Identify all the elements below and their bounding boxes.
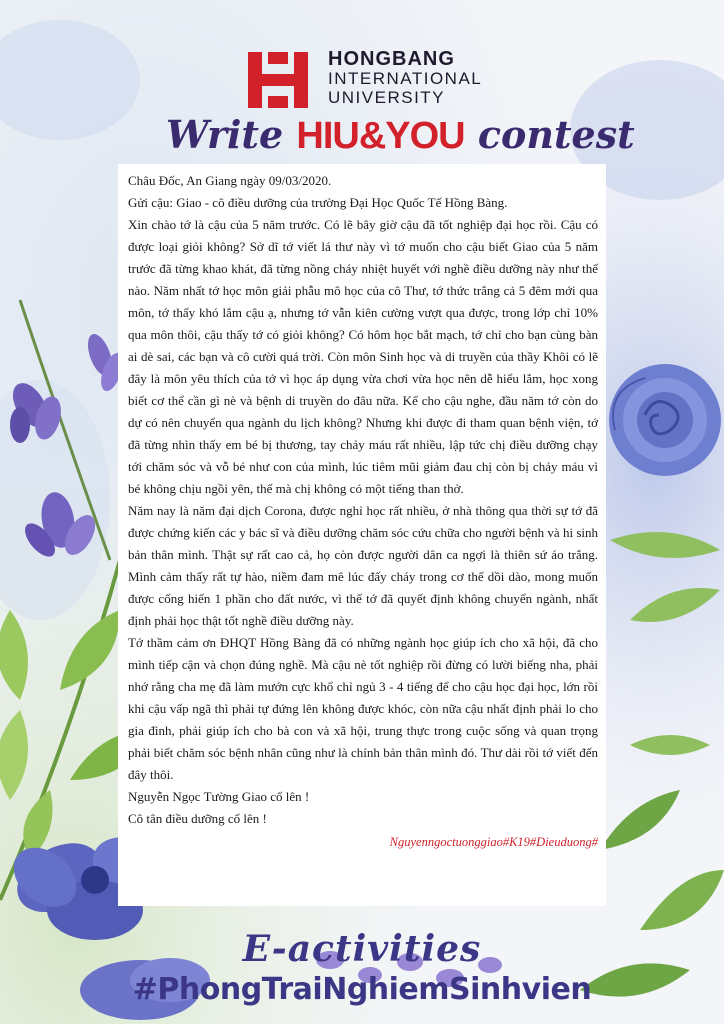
letter-place-date: Châu Đốc, An Giang ngày 09/03/2020. [128, 173, 332, 188]
letter-paragraph: Năm nay là năm đại dịch Corona, được nghỉ học rất nhiều, ở nhà thông qua thời sự tớ đã được chứng kiến các y bác sĩ và điều dưỡng chăm sóc cứu chữa cho người bệnh và hi sinh bản thân mình. Thật sự rất cao cả, họ còn được người dân ca ngợi là thiên sứ áo trắng. Mình cảm thấy rất tự hào, niềm đam mê lúc đấy cháy trong cơ thể dồi dào, mong muốn được cống hiến 1 phần cho đất nước, vì thế tớ đã quyết định không chuyển ngành, nhất định phải học thật tốt nghề điều dưỡng này. [128, 503, 598, 628]
contest-title [166, 112, 635, 158]
letter-signature: Nguyenngoctuonggiao#K19#Dieuduong# [389, 835, 598, 849]
blue-rose-icon [609, 364, 721, 476]
letter-closing: Nguyễn Ngọc Tường Giao cố lên ! [128, 789, 310, 804]
logo-line-1: HONGBANG [328, 48, 455, 70]
hiu-logo-icon [246, 50, 310, 110]
footer-hashtag: #PhongTraiNghiemSinhvien [132, 972, 592, 1007]
header [0, 0, 724, 170]
footer-title: E-activities [242, 928, 482, 970]
letter-body [128, 170, 598, 853]
logo-line-3: UNIVERSITY [328, 88, 446, 107]
university-name [328, 50, 482, 107]
letter-paragraph: Tớ thầm cảm ơn ĐHQT Hồng Bàng đã có những ngành học giúp ích cho xã hội, đã cho mình tiếp cận và chọn đúng nghề. Mà cậu nè tốt nghiệp rồi đừng có lười biếng nha, phải nhớ rằng cha mẹ đã làm mướn cực khổ chỉ ngủ 3 - 4 tiếng để cho cậu học đại học, lớn rồi khi cậu vấp ngã thì phải tự đứng lên không được khóc, còn nữa cậu nhất định phải lo cho gia đình, phải giúp ích cho bà con và xã hội, trung thực trong cuộc sống và quan trọng phải biết chăm sóc bệnh nhân cũng như là chính bản thân mình đó. Thư dài rồi tớ viết đến đây thôi. [128, 635, 598, 782]
letter-paragraph: Xin chào tớ là cậu của 5 năm trước. Có lẽ bây giờ cậu đã tốt nghiệp đại học rồi. Cậu có được loại giỏi không? Sở dĩ tớ viết lá thư này vì tớ muốn cho cậu biết Giao của 5 năm trước đã từng khao khát, đã từng nồng cháy nhiệt huyết với nghề điều dưỡng này như thế nào. Năm nhất tớ học môn giải phẫu mô học của cô Thư, tớ thức trắng cả 5 đêm mới qua môn, tớ thấy khó lắm cậu ạ, nhưng tớ vẫn kiên cường vượt qua được, trong lớp chỉ 10% qua môn thôi, cậu thấy tớ có giỏi không? Có hôm học bắt mạch, tớ chỉ cho bạn cùng bàn ai dè sai, các bạn và cô cười quá trời. Còn môn Sinh học và di truyền của thầy Khôi có lẽ đây là môn yêu thích của tớ vì học áp dụng vừa chơi vừa học nên dễ hiểu lắm, học xong biết cơ thể cần gì nè và bệnh di truyền do đâu nữa. Kể cho cậu nghe, đầu năm tớ còn do dự có nên chuyển qua ngành du lịch không? Nhưng khi được đi tham quan bệnh viện, tớ đã từng nhìn thấy em bé bị thương, tay chảy máu rất nhiều, lập tức chị điều dưỡng chạy tới chăm sóc và vỗ bé như con của mình, lúc tiêm mũi giảm đau chị còn bị chảy máu vì bé không chịu ngồi yên, thế mà chị không có một tiếng than thở. [128, 217, 598, 496]
logo-line-2: INTERNATIONAL [328, 69, 483, 88]
contest-write: Write [166, 112, 284, 157]
contest-hiu: HIU&YOU [296, 115, 465, 157]
contest-word: contest [477, 112, 635, 157]
letter-closing: Cô tân điều dưỡng cố lên ! [128, 811, 267, 826]
letter-greeting: Gửi cậu: Giao - cô điều dưỡng của trường Đại Học Quốc Tế Hồng Bàng. [128, 195, 508, 210]
